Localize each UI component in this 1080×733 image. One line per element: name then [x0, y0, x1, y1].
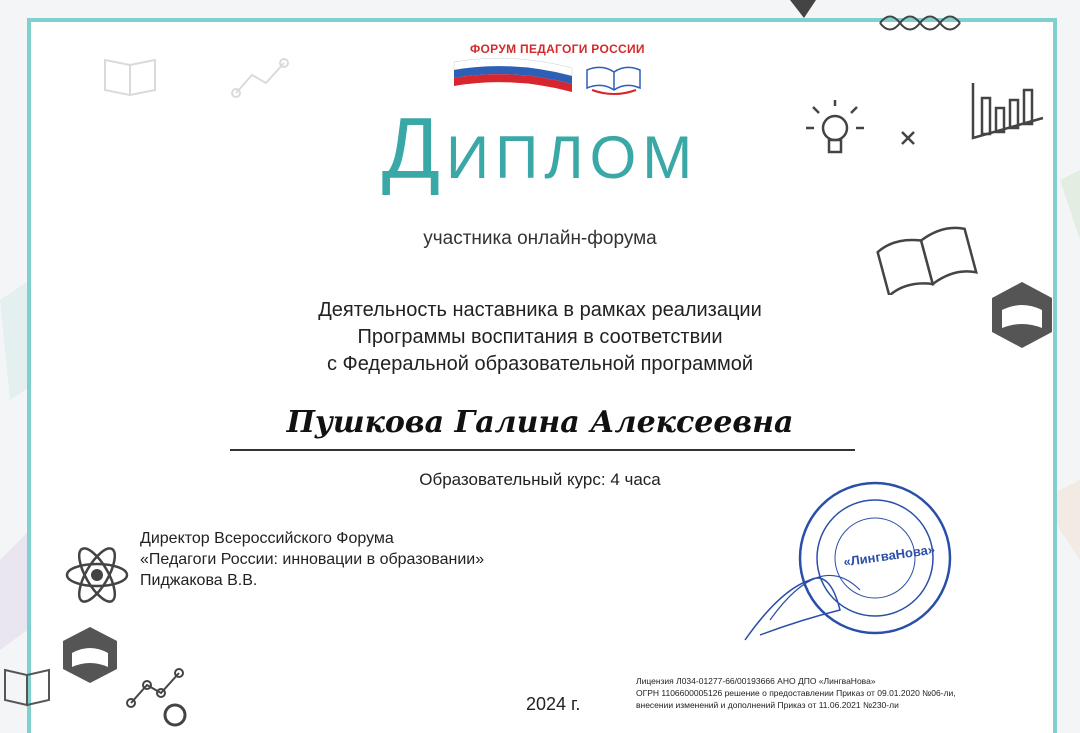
- license-line: ОГРН 1106600005126 решение о предоставлении Приказ от 09.01.2020 №06-ли,: [636, 688, 956, 698]
- faded-book-icon: [100, 50, 160, 100]
- name-underline: [230, 449, 855, 451]
- book-icon: [870, 215, 980, 295]
- director-line: Директор Всероссийского Форума: [140, 530, 394, 547]
- course-info: Образовательный курс: 4 часа: [419, 470, 661, 489]
- faded-graph-icon: [230, 55, 290, 100]
- event-line: с Федеральной образовательной программой: [326, 353, 753, 375]
- license-info: [636, 675, 956, 711]
- atom-icon: [62, 540, 132, 610]
- hexagon-book-icon: [990, 280, 1055, 350]
- director-block: [140, 528, 484, 591]
- certificate-title: Диплом: [381, 101, 699, 197]
- license-line: внесении изменений и дополнений Приказ от 11.06.2021 №230-ли: [636, 700, 899, 710]
- license-line: Лицензия Л034-01277-66/00193666 АНО ДПО «ЛингваНова»: [636, 676, 876, 686]
- director-line: Пиджакова В.В.: [140, 572, 258, 589]
- open-book-icon: [0, 660, 55, 710]
- event-line: Деятельность наставника в рамках реализации: [318, 299, 762, 321]
- logo-text: ФОРУМ ПЕДАГОГИ РОССИИ: [470, 42, 645, 56]
- stamp-center-text: «ЛингваНова»: [842, 541, 936, 570]
- director-line: «Педагоги России: инновации в образовании»: [140, 551, 485, 568]
- recipient-name: Пушкова Галина Алексеевна: [286, 405, 794, 440]
- certificate-subtitle: участника онлайн-форума: [423, 228, 657, 249]
- event-title: [0, 297, 1080, 378]
- close-mark-icon: [900, 130, 916, 146]
- bar-chart-icon: [968, 78, 1048, 148]
- magnifier-icon: [160, 700, 190, 733]
- lightbulb-icon: [800, 98, 870, 168]
- pencil-icon: [790, 0, 820, 20]
- hexagon-book-icon: [60, 625, 120, 685]
- issue-year: 2024 г.: [526, 694, 581, 714]
- event-line: Программы воспитания в соответствии: [357, 326, 723, 348]
- dna-icon: [878, 8, 963, 38]
